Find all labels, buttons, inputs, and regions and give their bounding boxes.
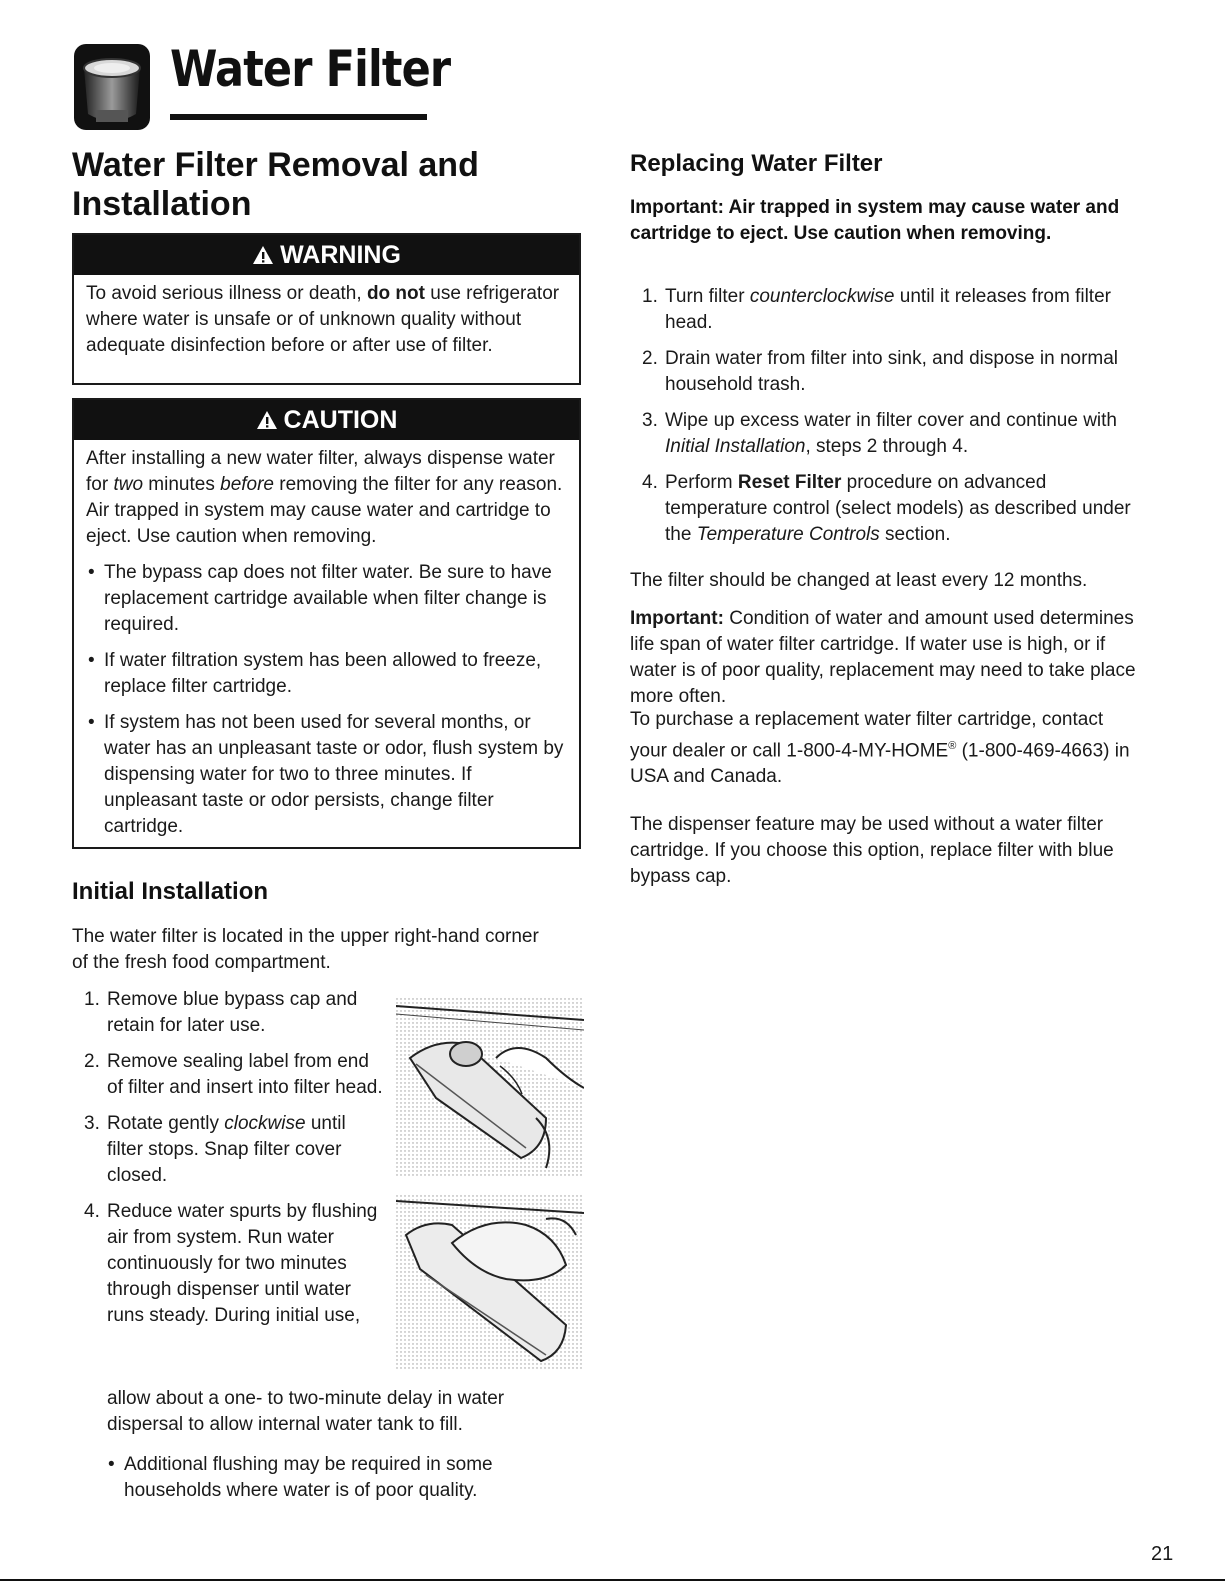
caution-bar bbox=[74, 400, 579, 440]
water-filter-cartridge-icon bbox=[72, 40, 152, 134]
caution-label: CAUTION bbox=[283, 405, 398, 434]
initial-installation-intro: The water filter is located in the upper right-hand corner of the fresh food compartment. bbox=[72, 926, 539, 973]
replacing-water-filter-heading: Replacing Water Filter bbox=[630, 150, 883, 177]
warning-bar bbox=[74, 235, 579, 275]
list-item: 3. Wipe up excess water in filter cover and continue with Initial Installation, steps 2 through 4. bbox=[642, 410, 1117, 457]
section-title: Water Filter bbox=[170, 40, 451, 98]
initial-installation-heading: Initial Installation bbox=[72, 878, 269, 905]
dispenser-note: The dispenser feature may be used without a water filter cartridge. If you choose this option, replace filter with blue bypass cap. bbox=[630, 814, 1114, 887]
list-item: • Additional flushing may be required in some households where water is of poor quality. bbox=[104, 1452, 594, 1504]
warning-triangle-icon bbox=[256, 410, 278, 430]
list-item: 1. Turn filter counterclockwise until it releases from filter head. bbox=[642, 286, 1111, 333]
list-item: 1. Remove blue bypass cap and retain for later use. bbox=[84, 989, 358, 1036]
title-underline bbox=[170, 114, 427, 120]
filter-change-interval: The filter should be changed at least every 12 months. bbox=[630, 570, 1088, 591]
warning-label: WARNING bbox=[280, 240, 401, 269]
replacing-important-note: Important: Air trapped in system may cause water and cartridge to eject. Use caution when removing. bbox=[630, 197, 1120, 244]
step-4-continuation: allow about a one- to two-minute delay in water dispersal to allow internal water tank to fill. bbox=[107, 1388, 505, 1435]
filter-insertion-illustration bbox=[396, 998, 584, 1176]
purchase-info: To purchase a replacement water filter cartridge, contact your dealer or call 1-800-4-MY-HOME® (1-800-469-4663) in USA and Canada. bbox=[630, 709, 1130, 788]
page-number: 21 bbox=[1151, 1543, 1174, 1565]
filter-rotation-illustration bbox=[396, 1195, 584, 1371]
list-item: 2. Drain water from filter into sink, and dispose in normal household trash. bbox=[642, 348, 1119, 395]
warning-box bbox=[72, 233, 581, 385]
replacing-steps bbox=[630, 284, 1140, 558]
list-item: • If system has not been used for several months, or water has an unpleasant taste or odor, flush system by dispensing water for two to three minutes. If unpleasant taste or odor persists, change filter cartridge. bbox=[86, 710, 567, 840]
page-title: Water Filter Removal and Installation bbox=[72, 146, 479, 223]
caution-box bbox=[72, 398, 581, 849]
warning-triangle-icon bbox=[252, 245, 274, 265]
warning-text: To avoid serious illness or death, do not use refrigerator where water is unsafe or of unknown quality without adequate disinfection before or after use of filter. bbox=[86, 283, 560, 356]
list-item: 3. Rotate gently clockwise until filter stops. Snap filter cover closed. bbox=[84, 1113, 346, 1186]
list-item: 4. Perform Reset Filter procedure on advanced temperature control (select models) as described under the Temperature Controls section. bbox=[642, 472, 1131, 545]
list-item: • The bypass cap does not filter water. Be sure to have replacement cartridge available when filter change is required. bbox=[86, 560, 567, 638]
caution-paragraph: After installing a new water filter, always dispense water for two minutes before removing the filter for any reason. Air trapped in system may cause water and cartridge to eject. Use caution when removing. bbox=[86, 448, 563, 547]
list-item: 4. Reduce water spurts by flushing air from system. Run water continuously for two minutes through dispenser until water runs steady. During initial use, bbox=[84, 1201, 378, 1326]
caution-bullet-list bbox=[86, 560, 567, 840]
caution-text bbox=[74, 440, 579, 860]
water-condition-note: Important: Condition of water and amount used determines life span of water filter cartridge. If water use is high, or if water is of poor quality, replacement may need to take place more often. bbox=[630, 608, 1136, 707]
bottom-rule bbox=[0, 1579, 1225, 1581]
list-item: • If water filtration system has been allowed to freeze, replace filter cartridge. bbox=[86, 648, 567, 700]
list-item: 2. Remove sealing label from end of filter and insert into filter head. bbox=[84, 1051, 383, 1098]
initial-installation-steps bbox=[72, 987, 384, 1329]
